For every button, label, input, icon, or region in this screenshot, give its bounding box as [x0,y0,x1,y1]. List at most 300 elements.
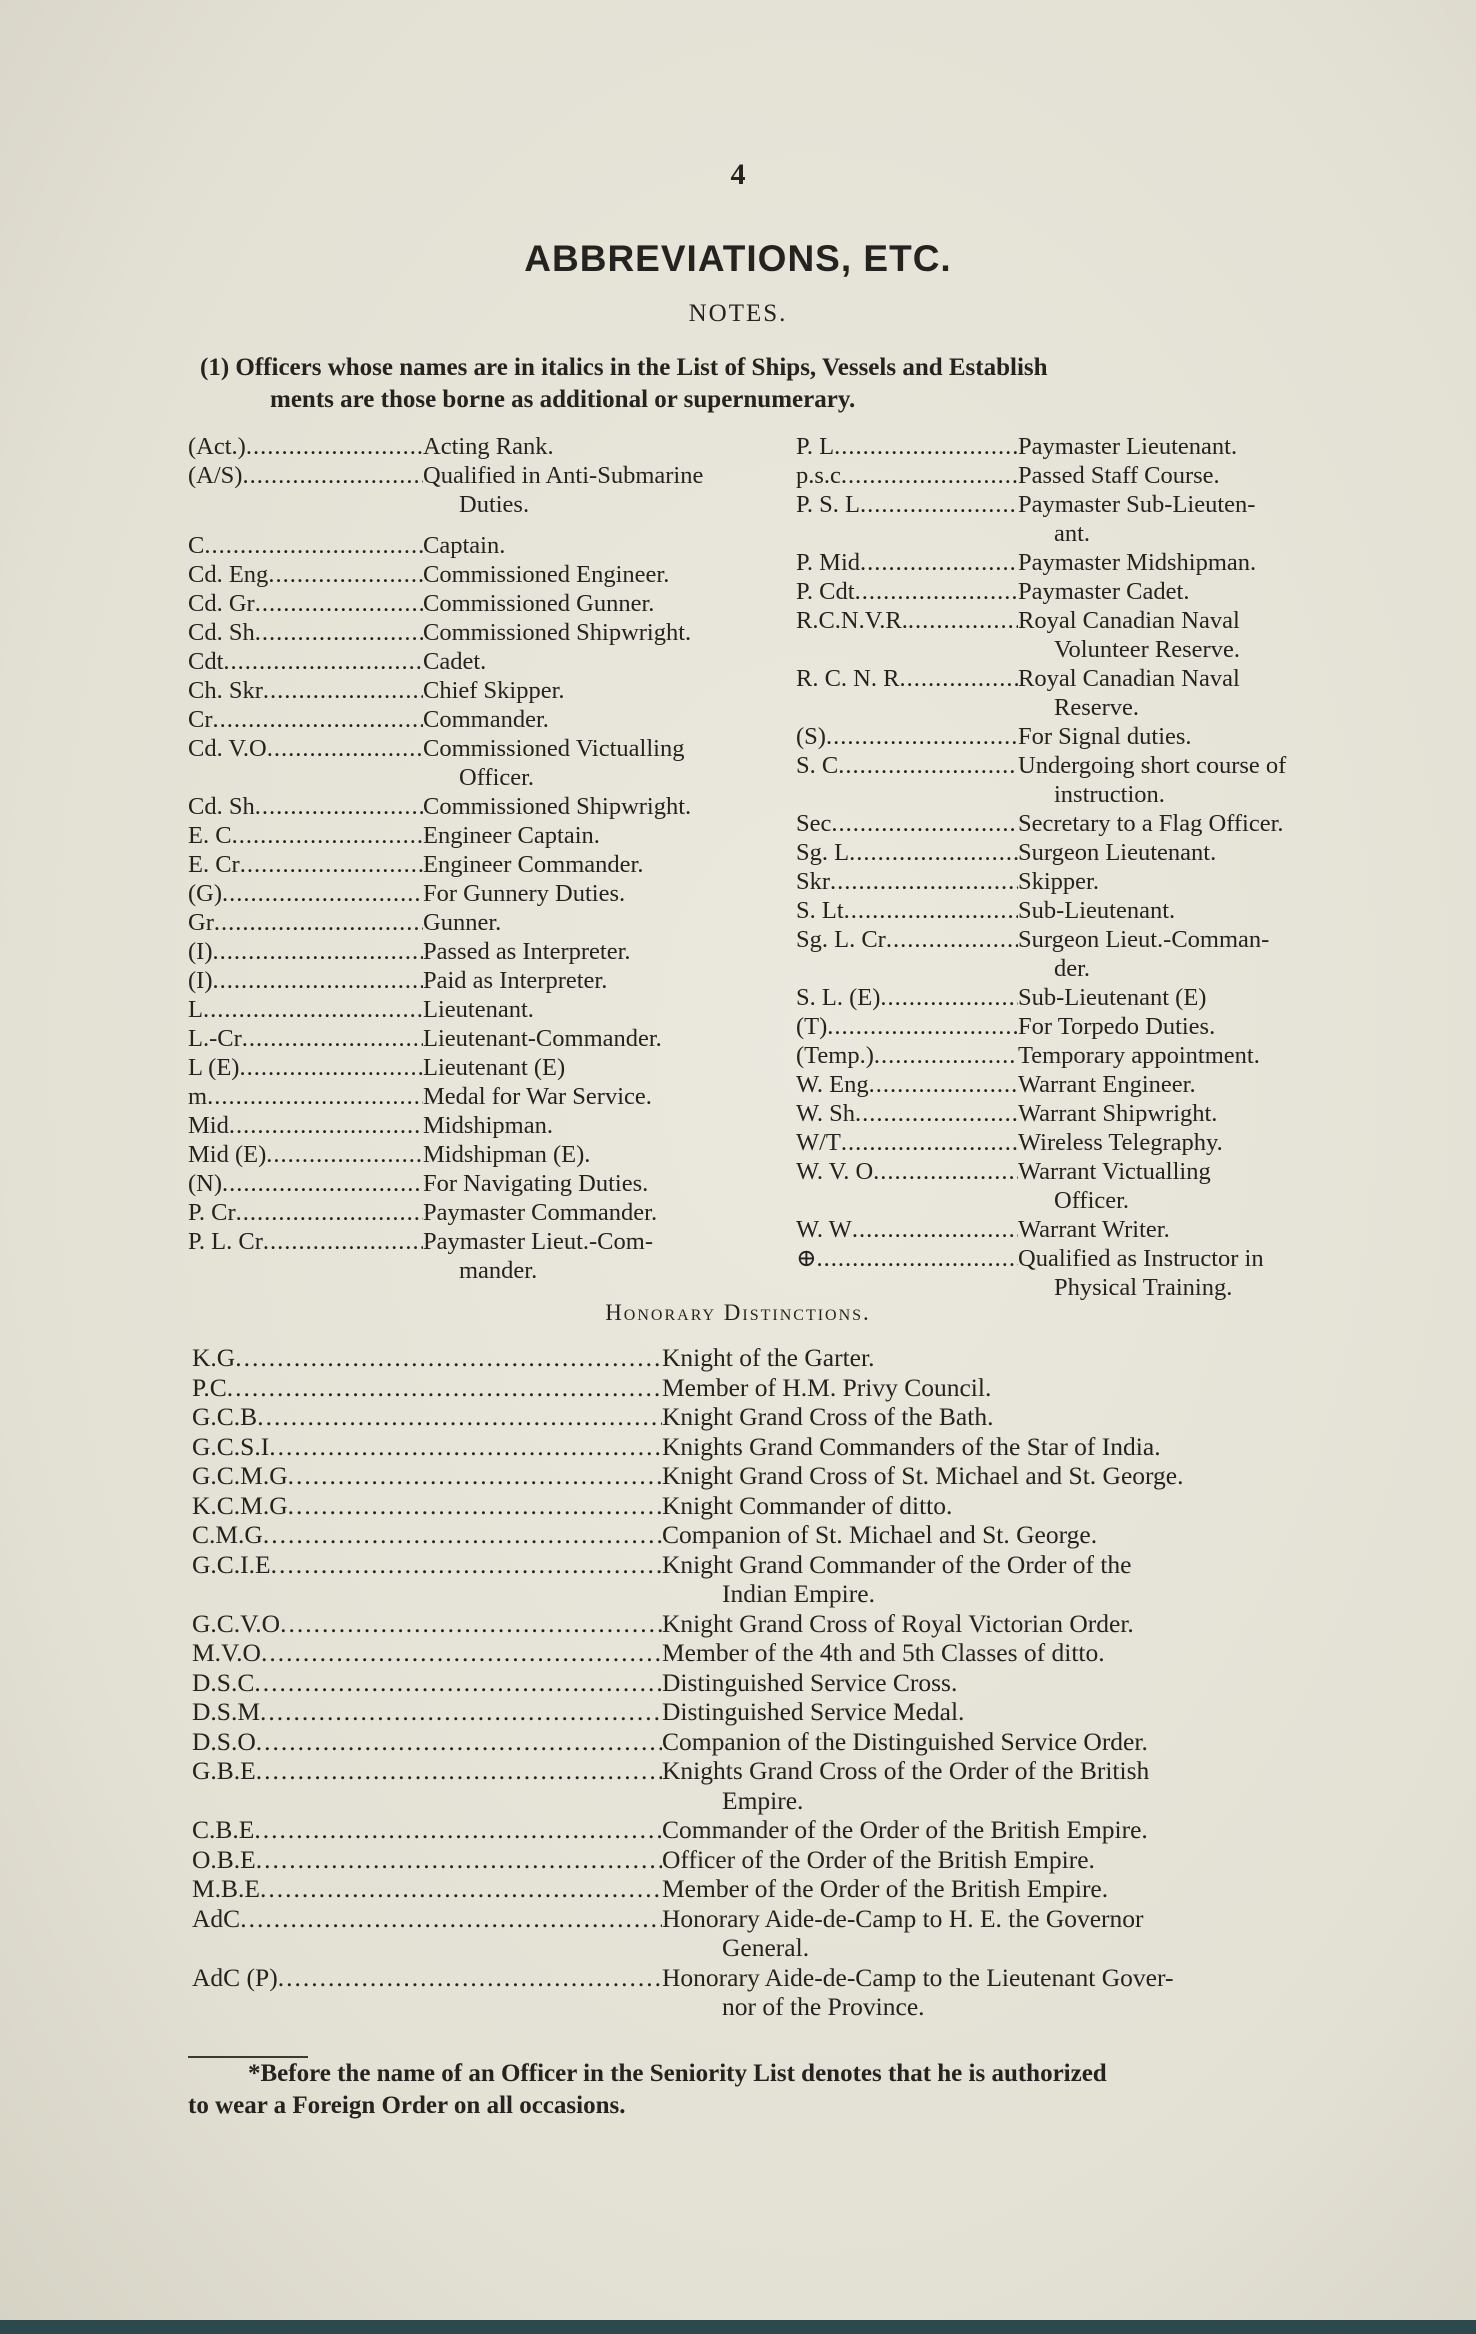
abbreviation-entry [796,896,1396,925]
abbreviation: Gr [188,909,214,936]
abbreviation: (Temp.) [796,1042,874,1069]
entry-line [796,606,1396,635]
abbreviation-meaning: Qualified as Instructor in [1018,1245,1264,1272]
abbreviation: (T) [796,1013,828,1040]
abbreviation-entry [188,850,808,879]
meaning-continuation: Empire. [722,1785,804,1815]
leader-dots [242,1024,423,1053]
leader-dots [207,1082,423,1111]
leader-dots [235,1343,662,1373]
abbreviation-entry [188,676,808,705]
abbreviation: G.C.B [192,1402,258,1431]
leader-dots [855,1099,1018,1128]
meaning-continuation: nor of the Province. [722,1992,925,2021]
abbreviation-entry [796,1157,1396,1215]
meaning-continuation: Officer. [459,764,535,791]
abbreviation-entry [192,1845,1392,1875]
abbreviation-meaning: Lieutenant (E) [423,1054,566,1081]
leader-dots [834,432,1018,461]
abbreviation-entry [192,1461,1392,1491]
entry-line [188,908,808,937]
abbreviation: Sg. L [796,839,850,866]
abbreviation-meaning: Royal Canadian Naval [1018,665,1240,692]
scan-edge [0,2320,1476,2334]
abbreviation-meaning: Passed as Interpreter. [423,938,631,965]
meaning-continuation: General. [722,1933,810,1962]
abbreviation-meaning: Paymaster Midshipman. [1018,549,1257,576]
leader-dots [263,1520,662,1550]
abbreviations-left-column [188,432,808,1285]
abbreviation: ⊕ [796,1245,817,1272]
entry-line [796,664,1396,693]
leader-dots [255,792,423,821]
entry-line [188,560,808,589]
abbreviation-meaning: Officer of the Order of the British Empire. [662,1844,1095,1874]
abbreviation-meaning: Midshipman (E). [423,1141,591,1168]
entry-line [188,1053,808,1082]
abbreviation: m [188,1083,208,1110]
abbreviation-meaning: Commissioned Shipwright. [423,619,692,646]
abbreviation: W. V. O [796,1158,874,1185]
leader-dots [855,577,1018,606]
abbreviation-meaning: Engineer Commander. [423,851,644,878]
entry-line [796,1215,1396,1244]
entry-line [188,618,808,647]
abbreviation-entry [192,1874,1392,1904]
entry-line [188,937,808,966]
abbreviation-entry [188,1111,808,1140]
entry-line [796,1157,1396,1186]
abbreviation: P. Cr [188,1199,236,1226]
leader-dots [908,606,1018,635]
abbreviation-entry [188,560,808,589]
entry-line [188,531,808,560]
abbreviation: G.C.V.O [192,1608,281,1638]
leader-dots [266,1140,423,1169]
abbreviation-entry [188,908,808,937]
abbreviation-entry [796,925,1396,983]
entry-line [188,1227,808,1256]
abbreviation: D.S.O [192,1726,256,1756]
leader-dots [212,937,423,966]
abbreviation-entry [192,1963,1392,2022]
abbreviation: S. Lt [796,897,844,924]
abbreviation-entry [192,1609,1392,1639]
abbreviation-meaning: Warrant Writer. [1018,1216,1170,1243]
abbreviation: AdC [192,1903,241,1933]
leader-dots [214,908,423,937]
abbreviation-meaning: Honorary Aide-de-Camp to H. E. the Governor [662,1903,1144,1933]
abbreviation-entry [192,1491,1392,1521]
abbreviation-meaning: Medal for War Service. [423,1083,652,1110]
meaning-continuation: Reserve. [1054,694,1140,721]
abbreviation-entry [188,461,808,519]
abbreviation: W. Sh [796,1100,856,1127]
entry-line [796,751,1396,780]
entry-line [188,1198,808,1227]
abbreviation-meaning: Surgeon Lieut.-Comman- [1018,926,1270,953]
abbreviation-entry [796,490,1396,548]
abbreviation-entry [796,548,1396,577]
abbreviation-entry [192,1550,1392,1609]
abbreviation: C [188,532,205,559]
abbreviation: Cd. Sh [188,619,255,646]
abbreviation-entry [188,821,808,850]
abbreviation: W. W [796,1216,852,1243]
leader-dots [841,461,1018,490]
entry-line [796,809,1396,838]
leader-dots [232,821,423,850]
abbreviation-meaning: Captain. [423,532,506,559]
abbreviation-entry [796,432,1396,461]
entry-line [188,1140,808,1169]
abbreviation-entry [796,1099,1396,1128]
abbreviation-meaning: Chief Skipper. [423,677,565,704]
abbreviation: Ch. Skr [188,677,263,704]
abbreviation-meaning: Member of the Order of the British Empire. [662,1874,1109,1903]
abbreviation-meaning: Knight Grand Cross of St. Michael and St. George. [662,1461,1184,1490]
entry-line [188,995,808,1024]
leader-dots [203,995,423,1024]
abbreviation: P. Cdt [796,578,855,605]
abbreviation: G.C.I.E [192,1549,271,1579]
abbreviation-meaning: Warrant Shipwright. [1018,1100,1218,1127]
leader-dots [204,531,423,560]
abbreviation: Mid (E) [188,1141,267,1168]
abbreviation-entry [796,664,1396,722]
abbreviation-meaning: Companion of the Distinguished Service Order. [662,1726,1148,1756]
meaning-continuation: Physical Training. [1054,1274,1233,1301]
leader-dots [255,618,423,647]
abbreviation-entry [188,1053,808,1082]
abbreviation: L [188,996,203,1023]
entry-line [192,1727,1392,1757]
entry-line [192,1343,1392,1373]
abbreviation: S. C [796,752,839,779]
abbreviation: (S) [796,723,826,750]
leader-dots [899,664,1018,693]
abbreviation: P. Mid [796,549,861,576]
abbreviation-meaning: Member of H.M. Privy Council. [662,1372,992,1402]
abbreviation-meaning: Acting Rank. [423,433,554,460]
entry-line [192,1491,1392,1521]
abbreviation-meaning: Royal Canadian Naval [1018,607,1240,634]
leader-dots [860,490,1018,519]
abbreviation-meaning: Commander of the Order of the British Empire. [662,1815,1148,1844]
abbreviation-meaning: Knight Grand Commander of the Order of the [662,1549,1132,1579]
abbreviation-meaning: Paymaster Cadet. [1018,578,1190,605]
entry-line [188,589,808,618]
leader-dots [227,1373,662,1403]
note-paragraph [200,352,1380,416]
leader-dots [268,560,423,589]
abbreviation-meaning: Temporary appointment. [1018,1042,1260,1069]
abbreviation-meaning: Knight of the Garter. [662,1343,875,1372]
leader-dots [246,432,423,461]
entry-line [796,722,1396,751]
abbreviation: C.M.G [192,1520,263,1549]
leader-dots [288,1461,662,1491]
abbreviation-meaning: Secretary to a Flag Officer. [1018,810,1284,837]
leader-dots [240,850,423,879]
note-line-2: ments are those borne as additional or supernumerary. [270,386,856,413]
abbreviation-entry [796,1215,1396,1244]
leader-dots [213,705,424,734]
abbreviation: p.s.c [796,462,841,489]
abbreviation-meaning: Warrant Engineer. [1018,1071,1196,1098]
leader-dots [255,589,423,618]
abbreviation-meaning: Midshipman. [423,1112,553,1139]
abbreviation-entry [188,647,808,676]
abbreviation: Cd. V.O [188,735,267,762]
abbreviation-meaning: Passed Staff Course. [1018,462,1220,489]
abbreviation-meaning: Commissioned Shipwright. [423,793,692,820]
leader-dots [256,1727,662,1757]
abbreviation-meaning: Gunner. [423,909,502,936]
leader-dots [873,1157,1018,1186]
abbreviation-meaning: Warrant Victualling [1018,1158,1211,1185]
entry-line [188,734,808,763]
abbreviation-entry [188,589,808,618]
footnote-line-1: *Before the name of an Officer in the Seniority List denotes that he is authorized [248,2060,1107,2087]
abbreviation: C.B.E [192,1815,255,1844]
entry-line [192,1756,1392,1786]
entry-line [796,577,1396,606]
abbreviation: (A/S) [188,462,243,489]
leader-dots [886,925,1018,954]
abbreviation-entry [188,1082,808,1111]
abbreviation-entry [188,1140,808,1169]
leader-dots [236,1198,423,1227]
abbreviation-entry [796,1041,1396,1070]
entry-line [796,1070,1396,1099]
abbreviation: P. L [796,433,835,460]
abbreviation-meaning: For Signal duties. [1018,723,1192,750]
abbreviation-meaning: Companion of St. Michael and St. George. [662,1520,1098,1549]
abbreviation-meaning: Commissioned Victualling [423,735,685,762]
leader-dots [830,867,1018,896]
entry-line [188,1082,808,1111]
abbreviation: Sg. L. Cr [796,926,886,953]
abbreviation-meaning: Knights Grand Commanders of the Star of India. [662,1431,1161,1461]
abbreviation-entry [188,1024,808,1053]
entry-line [796,432,1396,461]
leader-dots [269,1432,662,1462]
leader-dots [278,1963,662,1993]
abbreviation-meaning: Engineer Captain. [423,822,600,849]
leader-dots [280,1609,662,1639]
leader-dots [229,1111,423,1140]
entry-line [192,1638,1392,1668]
entry-line [192,1432,1392,1462]
meaning-continuation: ant. [1054,520,1091,547]
entry-line [192,1373,1392,1403]
abbreviation: L (E) [188,1054,240,1081]
meaning-continuation: Volunteer Reserve. [1054,636,1240,663]
abbreviation-entry [796,838,1396,867]
abbreviation-entry [796,577,1396,606]
abbreviation-entry [796,809,1396,838]
abbreviation-meaning: For Navigating Duties. [423,1170,649,1197]
abbreviation-meaning: Cadet. [423,648,487,675]
abbreviation: G.B.E [192,1756,256,1785]
abbreviation-entry [188,531,808,560]
abbreviation: Sec [796,810,832,837]
abbreviation-entry [188,966,808,995]
meaning-continuation: Indian Empire. [722,1579,875,1608]
leader-dots [242,461,423,490]
entry-line [188,792,808,821]
abbreviation-meaning: Knight Grand Cross of the Bath. [662,1402,994,1431]
abbreviation-entry [188,705,808,734]
entry-line [188,850,808,879]
abbreviation-entry [796,751,1396,809]
entry-line [188,1111,808,1140]
abbreviation-entry [192,1727,1392,1757]
leader-dots [254,1668,662,1698]
entry-line [192,1550,1392,1580]
abbreviation: K.C.M.G [192,1490,288,1520]
entry-line [188,647,808,676]
leader-dots [212,966,423,995]
abbreviation-meaning: For Torpedo Duties. [1018,1013,1216,1040]
leader-dots [256,1756,662,1786]
abbreviation-meaning: Distinguished Service Medal. [662,1697,965,1726]
footnote-line-2: to wear a Foreign Order on all occasions. [188,2092,626,2119]
leader-dots [880,983,1018,1012]
abbreviation-meaning: Paymaster Commander. [423,1199,658,1226]
abbreviation-entry [796,722,1396,751]
leader-dots [831,809,1018,838]
abbreviation-entry [188,1169,808,1198]
abbreviation-entry [192,1904,1392,1963]
leader-dots [240,1904,662,1934]
abbreviation-meaning: Commander. [423,706,549,733]
entry-line [796,490,1396,519]
abbreviation: P.C [192,1372,227,1402]
abbreviation-entry [188,1227,808,1285]
entry-line [796,983,1396,1012]
abbreviation-entry [188,432,808,461]
leader-dots [826,722,1018,751]
abbreviation-meaning: Distinguished Service Cross. [662,1667,958,1697]
leader-dots [261,1638,662,1668]
abbreviation-entry [192,1697,1392,1727]
entry-line [796,1041,1396,1070]
abbreviation-entry [188,792,808,821]
entry-line [796,896,1396,925]
entry-line [796,548,1396,577]
abbreviation-entry [192,1373,1392,1403]
entry-line [192,1609,1392,1639]
abbreviation-meaning: Member of the 4th and 5th Classes of ditto. [662,1638,1105,1667]
abbreviation: L.-Cr [188,1025,242,1052]
entry-line [188,705,808,734]
entry-line [192,1874,1392,1904]
abbreviation-entry [188,734,808,792]
entry-line [188,432,808,461]
abbreviation: S. L. (E) [796,984,881,1011]
abbreviation-entry [796,1244,1396,1302]
abbreviation: Skr [796,868,831,895]
leader-dots [860,548,1018,577]
abbreviation: Cd. Gr [188,590,255,617]
abbreviation-meaning: Paymaster Lieutenant. [1018,433,1238,460]
abbreviation-entry [188,937,808,966]
leader-dots [817,1244,1018,1273]
leader-dots [288,1491,662,1521]
abbreviation-meaning: Undergoing short course of [1018,752,1287,779]
leader-dots [222,879,423,908]
abbreviation: R.C.N.V.R. [796,607,908,634]
notes-heading: NOTES. [688,300,788,327]
abbreviation: W. Eng [796,1071,869,1098]
entry-line [192,1668,1392,1698]
leader-dots [256,1845,662,1875]
meaning-continuation: der. [1054,955,1091,982]
abbreviation-entry [192,1343,1392,1373]
entry-line [796,838,1396,867]
entry-line [188,879,808,908]
leader-dots [271,1550,662,1580]
entry-line [796,461,1396,490]
abbreviation-meaning: Paymaster Lieut.-Com- [423,1228,653,1255]
abbreviation: D.S.C [192,1667,255,1697]
honorary-distinctions-list [192,1343,1392,2022]
entry-line [188,461,808,490]
abbreviation-entry [192,1402,1392,1432]
meaning-continuation: Officer. [1054,1187,1130,1214]
entry-line [796,1244,1396,1273]
leader-dots [874,1041,1018,1070]
abbreviation-meaning: Lieutenant-Commander. [423,1025,662,1052]
leader-dots [844,896,1018,925]
abbreviation-entry [192,1432,1392,1462]
abbreviation-entry [188,618,808,647]
leader-dots [852,1215,1018,1244]
entry-line [192,1845,1392,1875]
abbreviation-entry [192,1815,1392,1845]
meaning-continuation: mander. [459,1257,538,1284]
abbreviation: W/T [796,1129,841,1156]
abbreviation-entry [188,879,808,908]
abbreviations-right-column [796,432,1396,1302]
entry-line [192,1904,1392,1934]
abbreviation-entry [188,995,808,1024]
entry-line [192,1520,1392,1550]
entry-line [192,1461,1392,1491]
entry-line [188,1169,808,1198]
abbreviation: (G) [188,880,223,907]
abbreviation: Mid [188,1112,229,1139]
abbreviation: Cr [188,706,213,733]
abbreviation: O.B.E [192,1844,256,1874]
leader-dots [263,1227,423,1256]
page-number: 4 [730,158,746,191]
footnote [188,2058,1388,2122]
entry-line [192,1402,1392,1432]
abbreviation: P. S. L [796,491,861,518]
abbreviation-entry [796,867,1396,896]
entry-line [188,1024,808,1053]
abbreviation-meaning: Lieutenant. [423,996,534,1023]
abbreviation-entry [192,1756,1392,1815]
abbreviation-meaning: Knights Grand Cross of the Order of the British [662,1756,1150,1785]
entry-line [188,821,808,850]
abbreviation-entry [796,461,1396,490]
meaning-continuation: Duties. [459,491,530,518]
abbreviation: P. L. Cr [188,1228,263,1255]
